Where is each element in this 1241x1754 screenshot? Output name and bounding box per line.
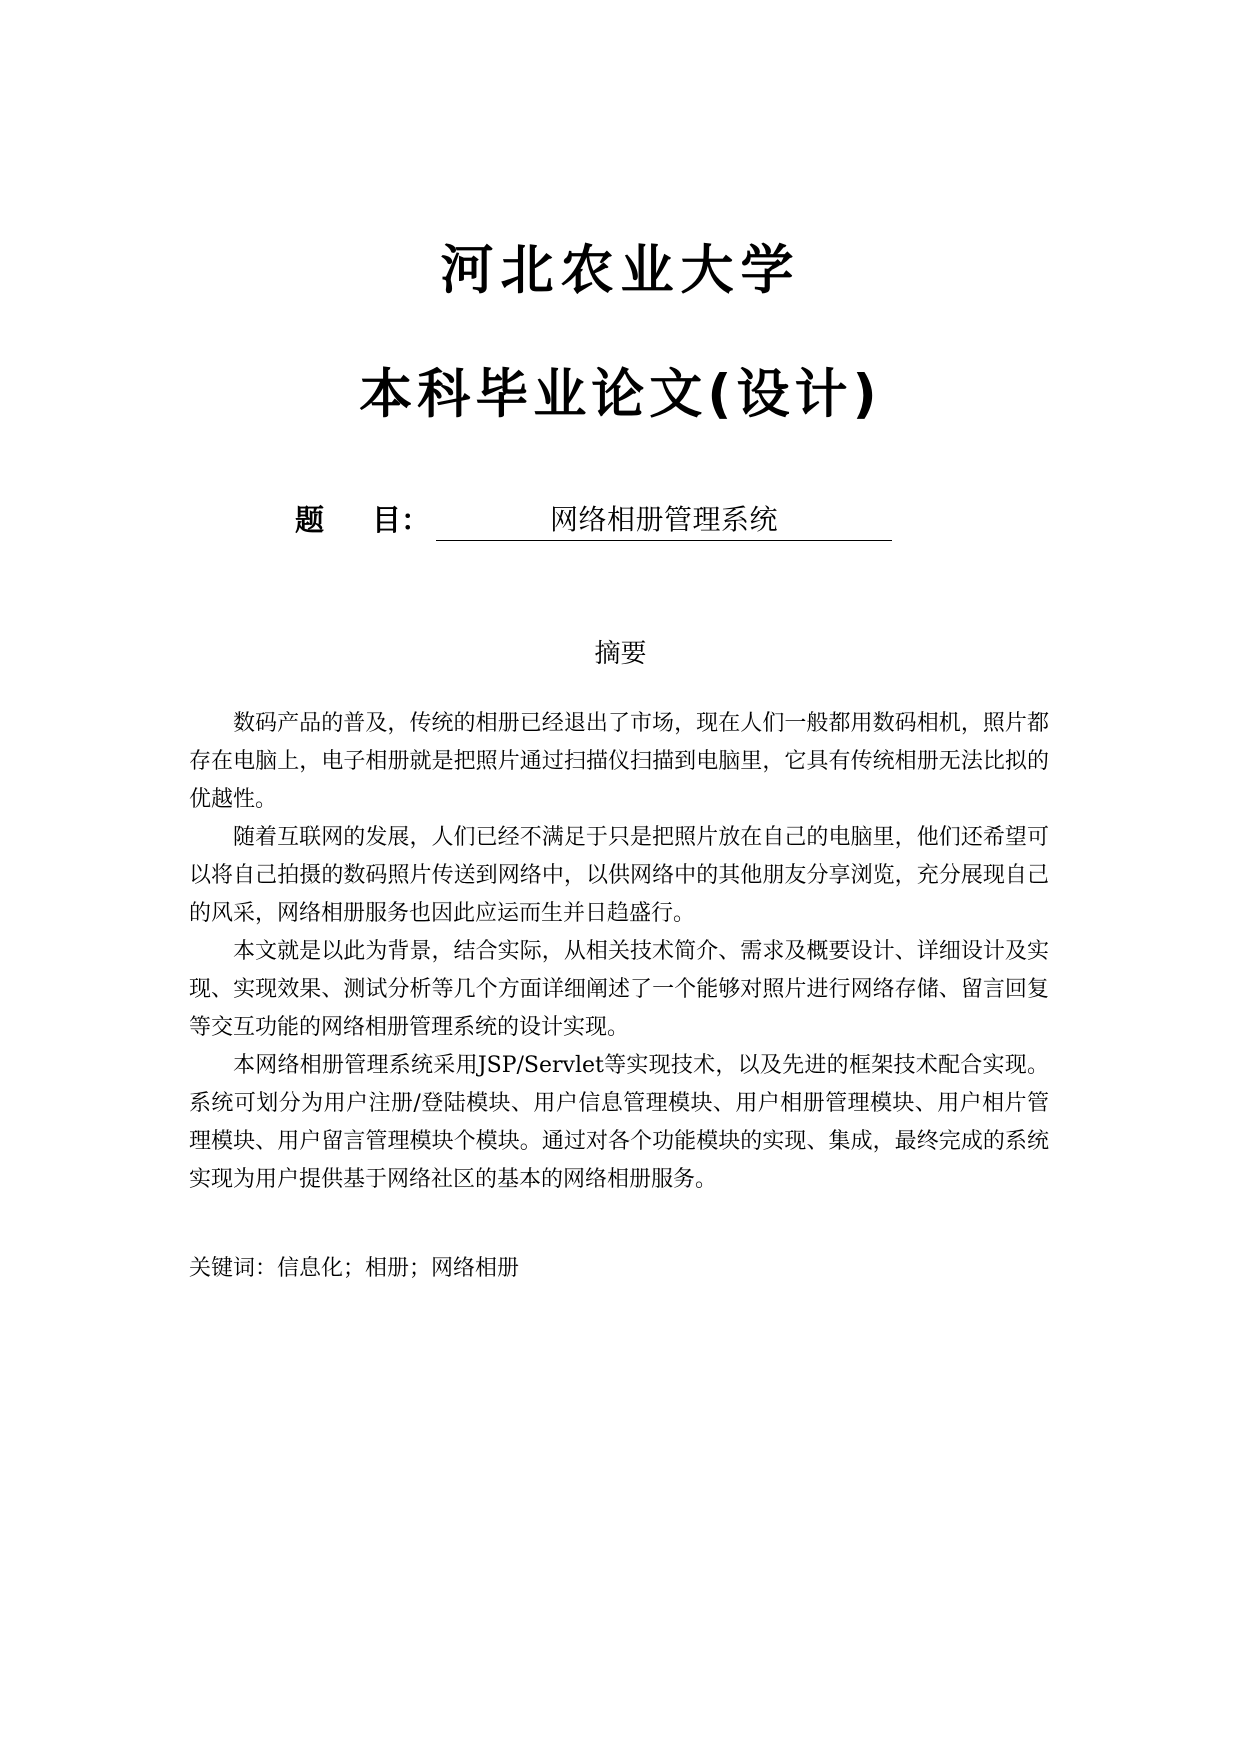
abstract-body [189,705,1049,1199]
keywords-line [189,1258,519,1280]
title-label-char: 题 [295,503,325,537]
keywords-value: 信息化；相册；网络相册 [277,1256,520,1281]
keywords-label: 关键词： [189,1256,278,1281]
abstract-heading: 摘要 [594,639,647,669]
thesis-title-row [295,502,915,542]
abstract-paragraph: 本网络相册管理系统采用JSP/Servlet等实现技术，以及先进的框架技术配合实现。系统可划分为用户注册/登陆模块、用户信息管理模块、用户相册管理模块、用户相片管理模块、用户留言管理模块个模块。通过对各个功能模块的实现、集成，最终完成的系统实现为用户提供基于网络社区的基本的网络相册服务。 [189,1053,1049,1192]
title-label-rest: 目： [372,503,431,537]
thesis-title: 网络相册管理系统 [549,503,778,536]
abstract-paragraph: 数码产品的普及，传统的相册已经退出了市场，现在人们一般都用数码相机，照片都存在电脑上，电子相册就是把照片通过扫描仪扫描到电脑里，它具有传统相册无法比拟的优越性。 [189,711,1049,812]
thesis-type-heading: 本科毕业论文(设计) [359,364,882,425]
university-name: 河北农业大学 [440,240,801,301]
title-label [295,503,431,537]
abstract-paragraph: 本文就是以此为背景，结合实际，从相关技术简介、需求及概要设计、详细设计及实现、实现效果、测试分析等几个方面详细阐述了一个能够对照片进行网络存储、留言回复等交互功能的网络相册管理系统的设计实现。 [189,939,1049,1040]
abstract-paragraph: 随着互联网的发展，人们已经不满足于只是把照片放在自己的电脑里，他们还希望可以将自己拍摄的数码照片传送到网络中，以供网络中的其他朋友分享浏览，充分展现自己的风采，网络相册服务也因此应运而生并日趋盛行。 [189,825,1049,926]
title-underline-field [436,502,892,541]
